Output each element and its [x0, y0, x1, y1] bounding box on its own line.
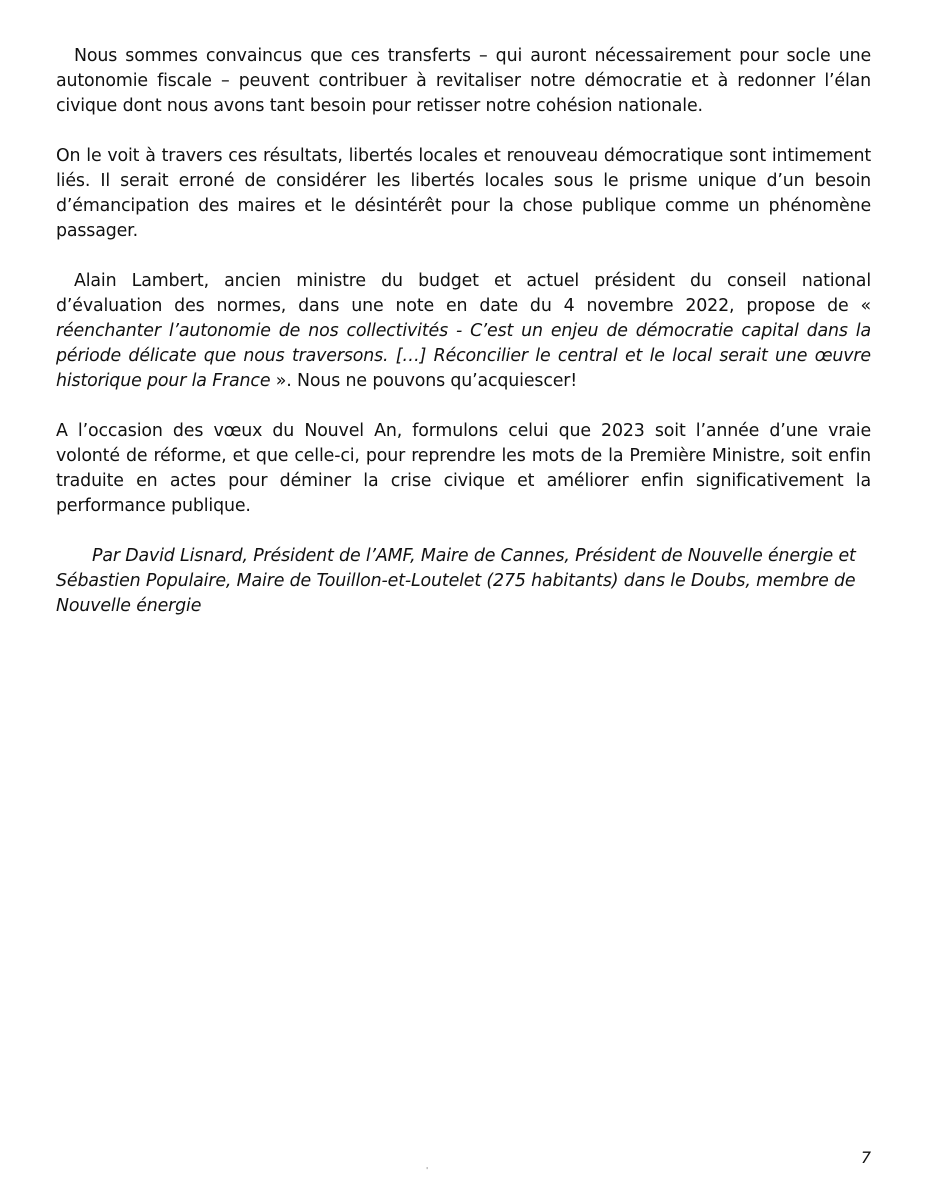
paragraph-libertes-locales: On le voit à travers ces résultats, libertés locales et renouveau démocratique sont intimement liés. Il serait erroné de considérer les libertés locales sous le prisme unique d’un besoin d’émancipation des maires et le désintérêt pour la chose publique comme un phénomène passager.: [56, 146, 871, 241]
paragraph-voeux-nouvel-an: A l’occasion des vœux du Nouvel An, formulons celui que 2023 soit l’année d’une vraie volonté de réforme, et que celle-ci, pour reprendre les mots de la Première Ministre, soit enfin traduite en actes pour déminer la crise civique et améliorer enfin significativement la performance publique.: [56, 421, 871, 516]
paragraph-alain-lambert-outro: ». Nous ne pouvons qu’acquiescer!: [270, 371, 578, 391]
signature: Par David Lisnard, Président de l’AMF, Maire de Cannes, Président de Nouvelle énergie et Sébastien Populaire, Maire de Touillon-et-Loutelet (275 habitants) dans le Doubs, membre de Nouvelle énergie: [56, 546, 856, 616]
paragraph-alain-lambert-intro: Alain Lambert, ancien ministre du budget et actuel président du conseil national d’évaluation des normes, dans une note en date du 4 novembre 2022, propose de «: [56, 271, 871, 316]
scan-mark: ': [426, 1166, 429, 1175]
page-number: 7: [860, 1148, 871, 1167]
quote-reenchanter: réenchanter l’autonomie de nos collectivités - C’est un enjeu de démocratie capital dans la période délicate que nous traversons. […] Réconcilier le central et le local serait une œuvre historique pour la France: [56, 321, 871, 391]
paragraph-transferts: Nous sommes convaincus que ces transferts – qui auront nécessairement pour socle une autonomie fiscale – peuvent contribuer à revitaliser notre démocratie et à redonner l’élan civique dont nous avons tant besoin pour retisser notre cohésion nationale.: [56, 46, 871, 116]
paragraph-alain-lambert: [56, 269, 871, 394]
document-page: [56, 44, 871, 619]
